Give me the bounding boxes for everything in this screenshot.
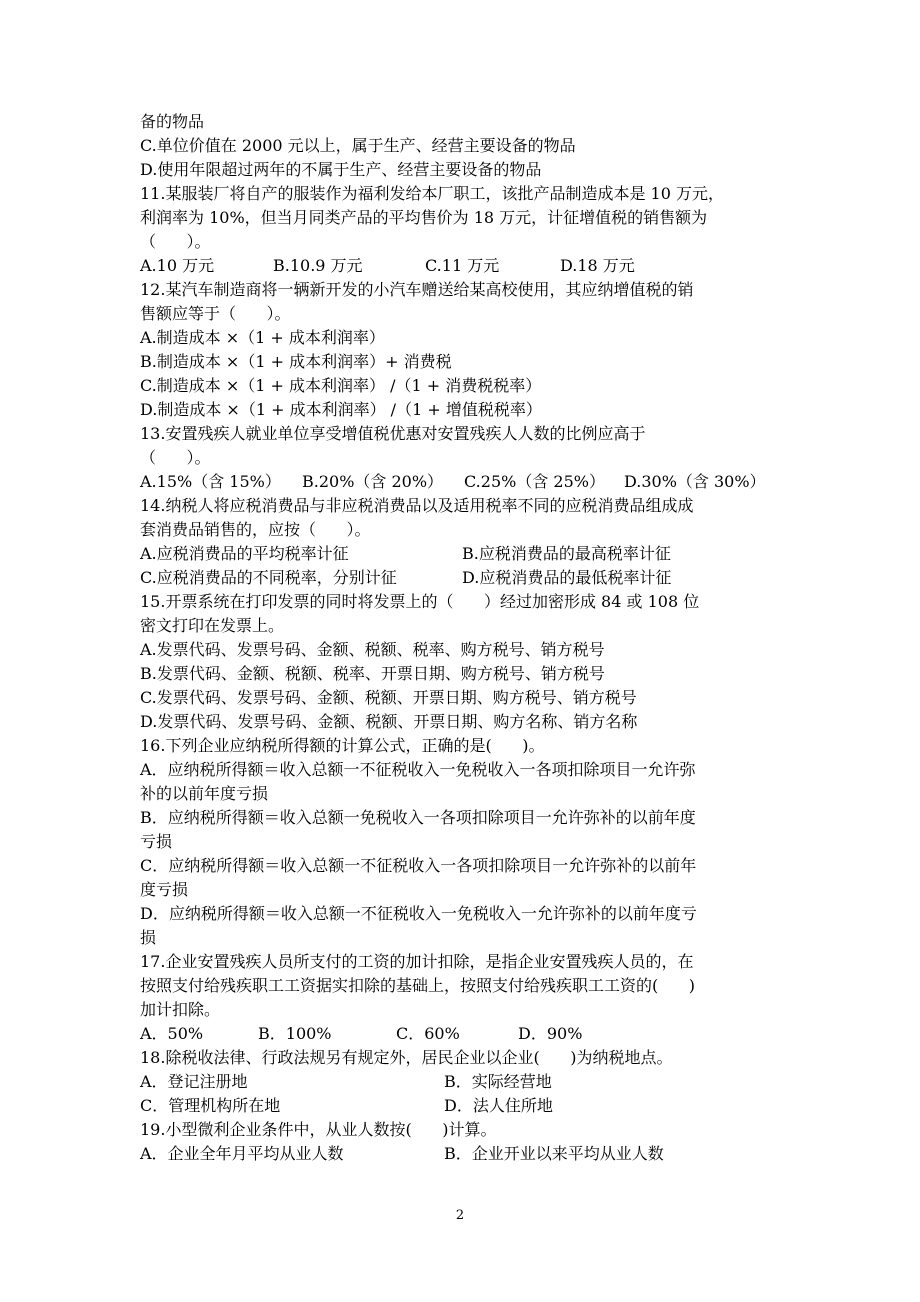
question-17-text: 按照支付给残疾职工工资据实扣除的基础上，按照支付给残疾职工工资的( ) [140, 976, 696, 995]
option-c: C．应纳税所得额＝收入总额一不征税收入一各项扣除项目一允许弥补的以前年 [140, 856, 697, 875]
option-b: B．100% [258, 1024, 332, 1043]
option-line: C.单位价值在 2000 元以上，属于生产、经营主要设备的物品 [140, 136, 576, 155]
option-c: C．60% [396, 1024, 460, 1043]
option-d: D.30%（含 30%） [624, 472, 766, 491]
question-18-options [140, 1070, 820, 1094]
option-line: D.使用年限超过两年的不属于生产、经营主要设备的物品 [140, 160, 542, 179]
question-13-text: （ ）。 [140, 448, 211, 467]
option-b: B.发票代码、金额、税额、税率、开票日期、购方税号、销方税号 [140, 664, 605, 683]
question-16-text: 16.下列企业应纳税所得额的计算公式，正确的是( )。 [140, 736, 545, 755]
option-a: A.制造成本 ×（1 + 成本利润率） [140, 328, 385, 347]
question-18-text: 18.除税收法律、行政法规另有规定外，居民企业以企业( )为纳税地点。 [140, 1048, 673, 1067]
option-c: C．管理机构所在地 [140, 1096, 281, 1115]
option-c: C.发票代码、发票号码、金额、税额、开票日期、购方税号、销方税号 [140, 688, 637, 707]
question-13-options [140, 470, 820, 494]
question-15-text: 15.开票系统在打印发票的同时将发票上的（ ）经过加密形成 84 或 108 位 [140, 592, 700, 611]
option-a: A．登记注册地 [140, 1072, 248, 1091]
option-a: A.发票代码、发票号码、金额、税额、税率、购方税号、销方税号 [140, 640, 605, 659]
option-a: A.应税消费品的平均税率计征 [140, 544, 349, 563]
option-b: B.应税消费品的最高税率计征 [462, 544, 671, 563]
option-a: A.10 万元 [140, 256, 215, 275]
question-17-text: 加计扣除。 [140, 1000, 221, 1019]
option-b: B.制造成本 ×（1 + 成本利润率）+ 消费税 [140, 352, 452, 371]
question-12-text: 售额应等于（ ）。 [140, 304, 291, 323]
option-a: A.15%（含 15%） [140, 472, 281, 491]
option-c: C.制造成本 ×（1 + 成本利润率） /（1 + 消费税税率） [140, 376, 542, 395]
question-14-options [140, 542, 820, 566]
text-line: 备的物品 [140, 112, 205, 131]
question-11-text: （ ）。 [140, 232, 211, 251]
question-14-options [140, 566, 820, 590]
option-d-continued: 损 [140, 928, 157, 947]
page-number: 2 [455, 1208, 465, 1223]
option-c: C.25%（含 25%） [464, 472, 605, 491]
option-d: D.18 万元 [560, 256, 635, 275]
question-17-options [140, 1022, 820, 1046]
option-d: D.应税消费品的最低税率计征 [462, 568, 672, 587]
question-12-text: 12.某汽车制造商将一辆新开发的小汽车赠送给某高校使用，其应纳增值税的销 [140, 280, 694, 299]
option-d: D．法人住所地 [444, 1096, 553, 1115]
question-18-options [140, 1094, 820, 1118]
question-11-text: 11.某服装厂将自产的服装作为福利发给本厂职工，该批产品制造成本是 10 万元， [140, 184, 724, 203]
option-c-continued: 度亏损 [140, 880, 189, 899]
option-d: D.制造成本 ×（1 + 成本利润率） /（1 + 增值税税率） [140, 400, 542, 419]
option-b: B.20%（含 20%） [302, 472, 444, 491]
question-15-text: 密文打印在发票上。 [140, 616, 285, 635]
option-b: B.10.9 万元 [273, 256, 363, 275]
question-11-text: 利润率为 10%，但当月同类产品的平均售价为 18 万元，计征增值税的销售额为 [140, 208, 708, 227]
option-c: C.应税消费品的不同税率，分别计征 [140, 568, 397, 587]
option-d: D.发票代码、发票号码、金额、税额、开票日期、购方名称、销方名称 [140, 712, 638, 731]
option-b: B．实际经营地 [444, 1072, 552, 1091]
option-c: C.11 万元 [425, 256, 500, 275]
option-a: A．企业全年月平均从业人数 [140, 1144, 344, 1163]
question-14-text: 14.纳税人将应税消费品与非应税消费品以及适用税率不同的应税消费品组成成 [140, 496, 694, 515]
question-13-text: 13.安置残疾人就业单位享受增值税优惠对安置残疾人人数的比例应高于 [140, 424, 646, 443]
question-19-text: 19.小型微利企业条件中，从业人数按( )计算。 [140, 1120, 497, 1139]
question-19-options [140, 1142, 820, 1166]
option-a: A．50% [140, 1024, 204, 1043]
option-a: A．应纳税所得额＝收入总额一不征税收入一免税收入一各项扣除项目一允许弥 [140, 760, 696, 779]
question-11-options [140, 254, 820, 278]
option-d: D．应纳税所得额＝收入总额一不征税收入一免税收入一允许弥补的以前年度亏 [140, 904, 697, 923]
option-a-continued: 补的以前年度亏损 [140, 784, 269, 803]
document-body [140, 110, 820, 1166]
option-d: D．90% [518, 1024, 583, 1043]
question-17-text: 17.企业安置残疾人员所支付的工资的加计扣除，是指企业安置残疾人员的，在 [140, 952, 694, 971]
option-b: B．应纳税所得额＝收入总额一免税收入一各项扣除项目一允许弥补的以前年度 [140, 808, 696, 827]
option-b: B．企业开业以来平均从业人数 [444, 1144, 664, 1163]
option-b-continued: 亏损 [140, 832, 173, 851]
question-14-text: 套消费品销售的，应按（ ）。 [140, 520, 371, 539]
